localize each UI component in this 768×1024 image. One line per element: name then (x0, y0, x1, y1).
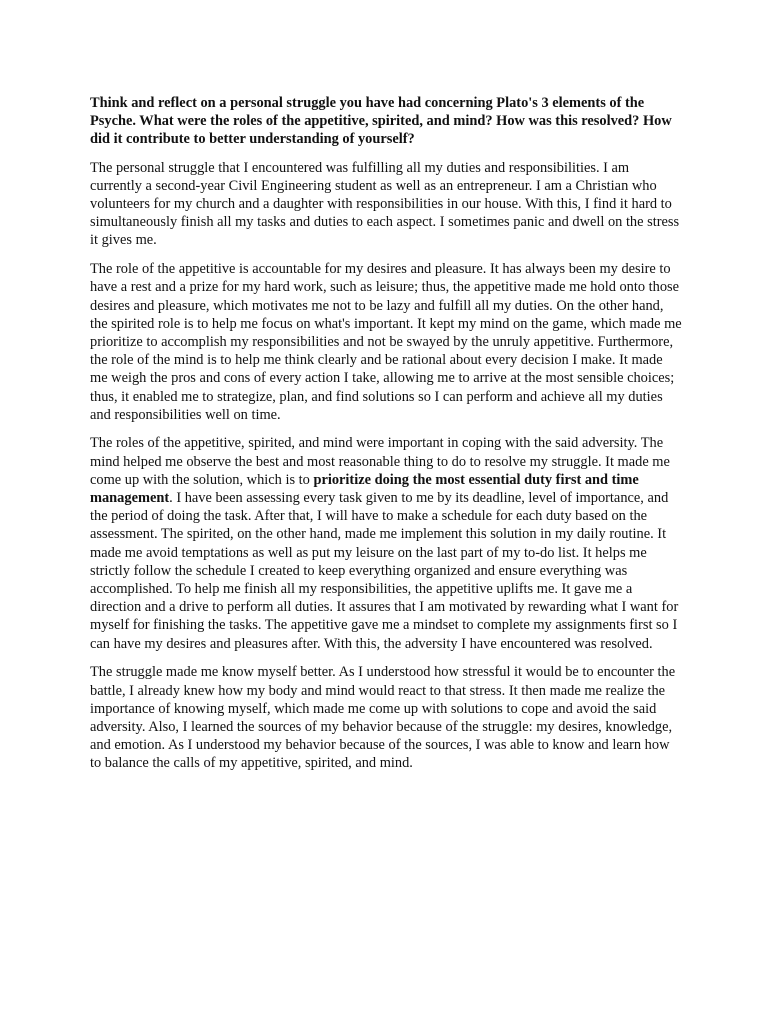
essay-prompt: Think and reflect on a personal struggle you have had concerning Plato's 3 elements of the Psyche. What were the roles of the appetitive, spirited, and mind? How was this resolved? How did it contribute to better understanding of yourself? (90, 95, 672, 148)
paragraph-struggle: The personal struggle that I encountered was fulfilling all my duties and responsibilities. I am currently a second-year Civil Engineering student as well as an entrepreneur. I am a Christian who volunteers for my church and a daughter with responsibilities in our house. With this, I find it hard to simultaneously finish all my tasks and duties to each aspect. I sometimes panic and dwell on the stress it gives me. (90, 159, 680, 249)
paragraph-roles: The role of the appetitive is accountable for my desires and pleasure. It has always been my desire to have a rest and a prize for my hard work, such as leisure; thus, the appetitive made me hold onto those desires and pleasure, which motivates me not to be lazy and fulfill all my duties. On the other hand, the spirited role is to help me focus on what's important. It kept my mind on the game, which made me prioritize to accomplish my responsibilities and not be swayed by the unruly appetitive. Furthermore, the role of the mind is to help me think clearly and be rational about every decision I make. It made me weigh the pros and cons of every action I take, allowing me to arrive at the most sensible choices; thus, it enabled me to strategize, plan, and find solutions so I can perform and achieve all my duties and responsibilities well on time. (90, 261, 682, 423)
paragraph-self-understanding: The struggle made me know myself better. As I understood how stressful it would be to encounter the battle, I already knew how my body and mind would react to that stress. It then made me realize the importance of knowing myself, which made me come up with solutions to cope and avoid the said adversity. Also, I learned the sources of my behavior because of the struggle: my desires, knowledge, and emotion. As I understood my behavior because of the sources, I was able to know and learn how to balance the calls of my appetitive, spirited, and mind. (90, 664, 676, 772)
document-page (90, 94, 682, 783)
resolution-text-before: The roles of the appetitive, spirited, and mind were important in coping with the said adversity. The mind helped me observe the best and most reasonable thing to do to resolve my struggle. It made me come up with the solution, which is to (90, 435, 670, 488)
resolution-text-after: . I have been assessing every task given to me by its deadline, level of importance, and the period of doing the task. After that, I will have to make a schedule for each duty based on the assessment. The spirited, on the other hand, made me implement this solution in my daily routine. It made me avoid temptations as well as put my leisure on the last part of my to-do list. It helps me strictly follow the schedule I created to keep everything organized and ensure everything was accomplished. To help me finish all my responsibilities, the appetitive uplifts me. It gave me a direction and a drive to perform all duties. It assures that I am motivated by rewarding what I want for myself for finishing the tasks. The appetitive gave me a mindset to complete my assignments first so I can have my desires and pleasures after. With this, the adversity I have encountered was resolved. (90, 490, 679, 652)
resolution-key-solution: prioritize doing the most essential duty first and time management (90, 471, 639, 507)
paragraph-resolution (90, 434, 682, 652)
